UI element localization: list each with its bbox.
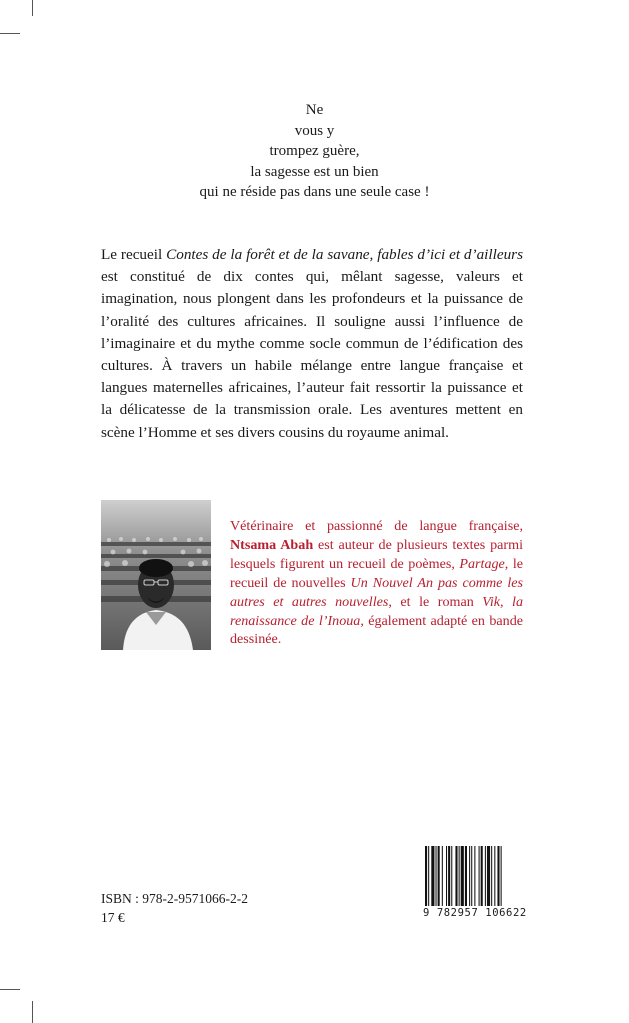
barcode-bar xyxy=(438,846,440,908)
barcode-bar xyxy=(474,846,475,908)
barcode-bar xyxy=(465,846,467,908)
barcode-bar xyxy=(469,846,470,908)
poem-line: Ne xyxy=(305,102,324,118)
epigraph-poem xyxy=(0,100,629,203)
barcode-bar xyxy=(497,846,499,908)
author-bio xyxy=(230,517,523,649)
barcode-bar xyxy=(451,846,452,908)
book-summary xyxy=(101,244,523,444)
bio-text: , le recueil de nouvelles xyxy=(230,555,523,591)
price: 17 € xyxy=(101,910,125,925)
crop-mark-bottom-left-h xyxy=(0,989,20,990)
author-photo xyxy=(101,500,211,650)
barcode-bar xyxy=(479,846,480,908)
work-title: Partage xyxy=(459,555,505,572)
barcode-bar xyxy=(461,846,464,908)
isbn: ISBN : 978-2-9571066-2-2 xyxy=(101,891,248,906)
poem-line: trompez guère, xyxy=(269,143,360,159)
work-title: Un Nouvel An pas comme les autres et autres nouvelles xyxy=(230,574,524,610)
barcode-bar xyxy=(436,846,437,908)
book-title: Contes de la forêt et de la savane, fables d’ici et d’ailleurs xyxy=(166,246,523,263)
barcode-bar xyxy=(459,846,460,908)
crop-mark-bottom-left xyxy=(32,1001,33,1023)
barcode-bar xyxy=(494,846,495,908)
barcode-bar xyxy=(455,846,457,908)
barcode-bar xyxy=(425,846,427,908)
barcode-bar xyxy=(491,846,492,908)
bio-text: , également adapté en bande dessinée. xyxy=(230,612,523,648)
author-portrait-icon xyxy=(101,500,211,650)
barcode-bars xyxy=(423,846,524,908)
barcode-bar xyxy=(485,846,486,908)
barcode-bar xyxy=(481,846,483,908)
barcode-bar xyxy=(501,846,502,908)
crop-mark-top-left xyxy=(32,0,33,16)
bio-text: , et le roman xyxy=(388,593,483,610)
poem-line: qui ne réside pas dans une seule case ! xyxy=(199,184,430,200)
barcode-bar xyxy=(431,846,434,908)
barcode-bar xyxy=(448,846,450,908)
summary-intro: Le recueil xyxy=(101,246,167,263)
barcode-bar xyxy=(446,846,447,908)
barcode-bar xyxy=(442,846,443,908)
isbn-price-block xyxy=(101,889,248,927)
summary-body: est constitué de dix contes qui, mêlant sagesse, valeurs et imagination, nous plongent dans les profondeurs et la puissance de l’oralité des cultures africaines. Il souligne aussi l’influence de l’imaginaire et du mythe comme socle commun de l’édification des cultures. À travers un habile mélange entre langue française et langues maternelles africaines, l’auteur fait ressortir la puissance et la délicatesse de la transmission orale. Les aventures mettent en scène l’Homme et ses divers cousins du royaume animal. xyxy=(101,268,523,441)
barcode-bar xyxy=(471,846,472,908)
bio-text: Vétérinaire et passionné de langue française, xyxy=(230,518,523,534)
bio-text: est auteur de plusieurs textes parmi lesquels figurent un recueil de poèmes, xyxy=(230,536,523,572)
barcode-bar xyxy=(487,846,490,908)
poem-line: vous y xyxy=(294,122,335,139)
poem-line: la sagesse est un bien xyxy=(250,163,379,180)
barcode-bar xyxy=(428,846,429,908)
barcode-digits: 9 782957 106622 xyxy=(423,907,527,919)
crop-mark-top-left-h xyxy=(0,33,20,34)
work-title: Vik, la renaissance de l’Inoua xyxy=(230,593,524,629)
author-name: Ntsama Abah xyxy=(230,536,314,553)
